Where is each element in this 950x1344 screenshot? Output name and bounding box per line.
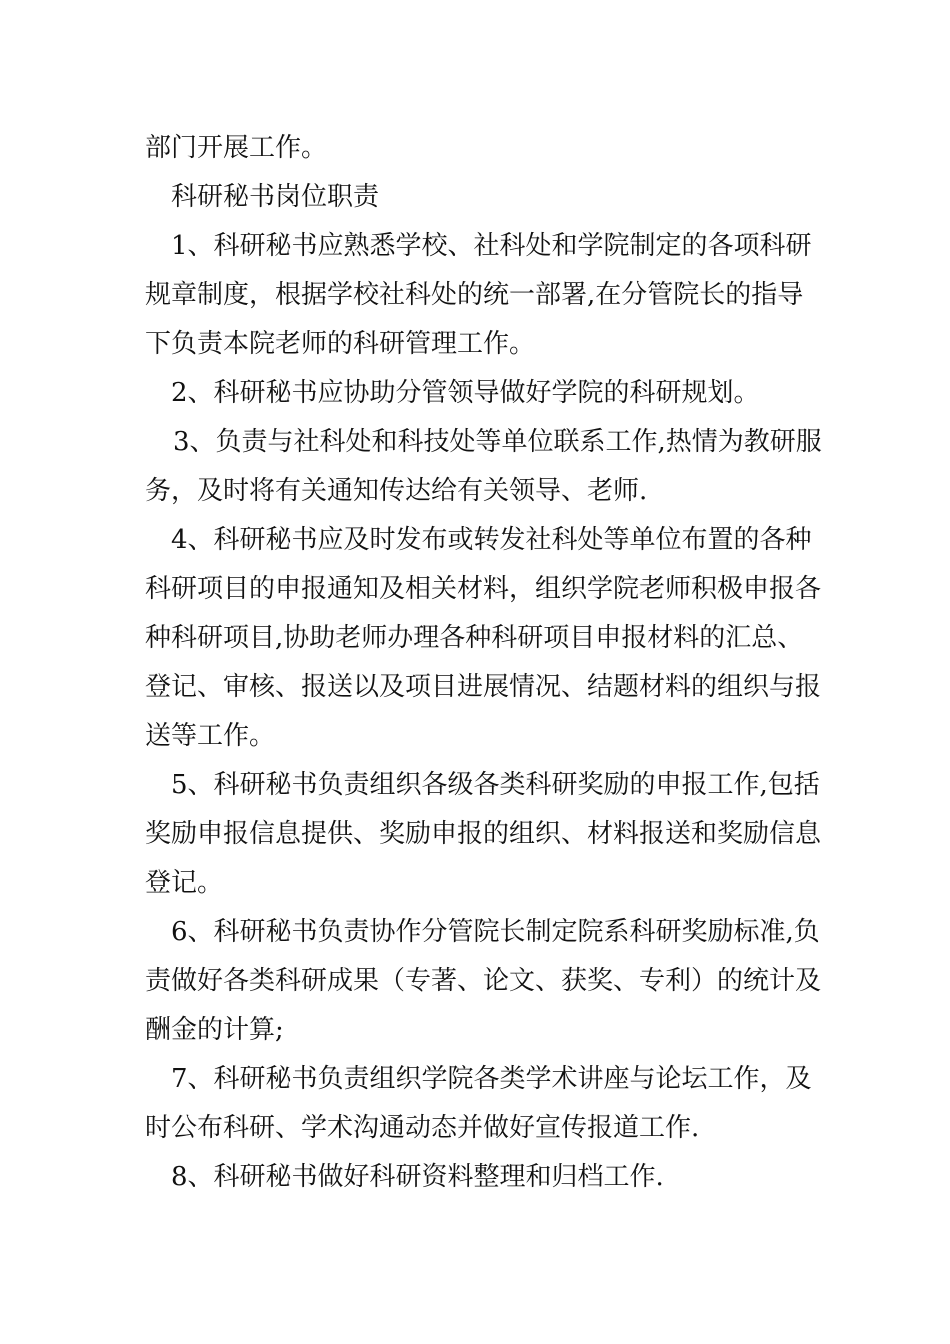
duty-item-4: 4、科研秘书应及时发布或转发社科处等单位布置的各种科研项目的申报通知及相关材料，组织学院老师积极申报各种科研项目,协助老师办理各种科研项目申报材料的汇总、登记、审核、报送以及项目进展情况、结题材料的组织与报送等工作。 [145, 525, 822, 751]
section-heading: 科研秘书岗位职责 [171, 182, 380, 212]
duty-item-7: 7、科研秘书负责组织学院各类学术讲座与论坛工作，及时公布科研、学术沟通动态并做好宣传报道工作. [145, 1064, 812, 1143]
duty-item-2: 2、科研秘书应协助分管领导做好学院的科研规划。 [171, 378, 760, 408]
document-body [145, 124, 825, 1202]
duty-item-5: 5、科研秘书负责组织各级各类科研奖励的申报工作,包括奖励申报信息提供、奖励申报的组织、材料报送和奖励信息登记。 [145, 770, 822, 898]
duty-item-6: 6、科研秘书负责协作分管院长制定院系科研奖励标准,负责做好各类科研成果（专著、论文、获奖、专利）的统计及酬金的计算; [145, 917, 822, 1045]
duty-item-1: 1、科研秘书应熟悉学校、社科处和学院制定的各项科研规章制度，根据学校社科处的统一部署,在分管院长的指导下负责本院老师的科研管理工作。 [145, 231, 812, 359]
paragraph-continuation: 部门开展工作。 [145, 133, 328, 163]
duty-item-8: 8、科研秘书做好科研资料整理和归档工作. [171, 1162, 664, 1192]
duty-item-3: 3、负责与社科处和科技处等单位联系工作,热情为教研服务，及时将有关通知传达给有关领导、老师. [145, 427, 822, 506]
